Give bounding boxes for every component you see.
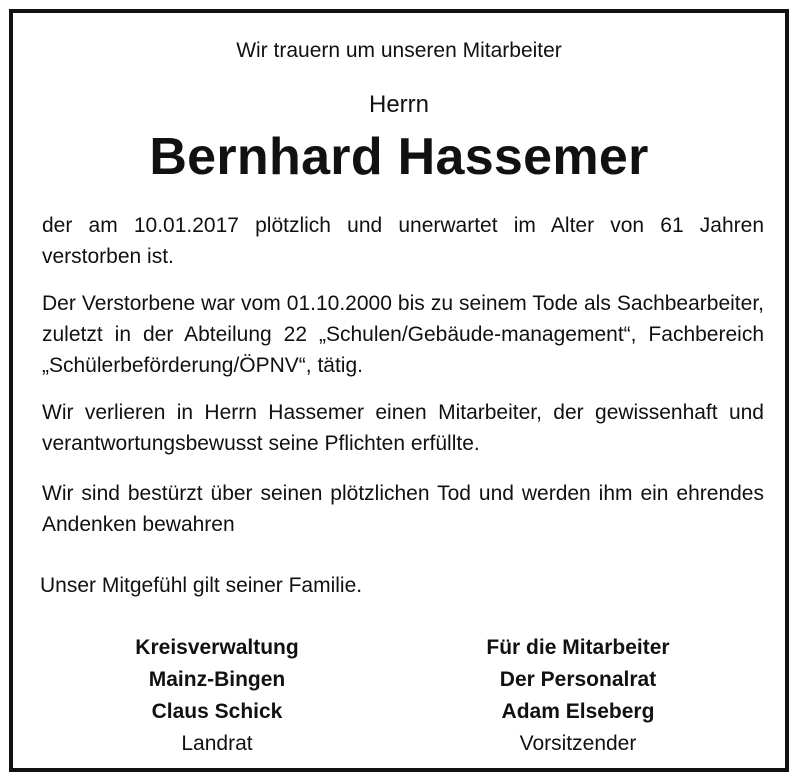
- paragraph-death-info: der am 10.01.2017 plötzlich und unerwartet im Alter von 61 Jahren verstorben ist.: [42, 214, 764, 268]
- signature-person: Adam Elseberg: [501, 700, 655, 723]
- signature-org: Für die Mitarbeiter: [486, 636, 670, 659]
- signature-org: Kreisverwaltung: [135, 636, 299, 659]
- paragraph-tribute: Wir verlieren in Herrn Hassemer einen Mitarbeiter, der gewissenhaft und verantwortungsbewusst seine Pflichten erfüllte.: [42, 401, 764, 455]
- signature-person: Claus Schick: [151, 700, 283, 723]
- signature-staff-council: [428, 632, 728, 760]
- signature-role: Landrat: [181, 732, 253, 755]
- salutation: Herrn: [368, 91, 429, 118]
- signature-administration: [67, 632, 367, 760]
- intro-line: Wir trauern um unseren Mitarbeiter: [236, 39, 562, 62]
- paragraph-remembrance: Wir sind bestürzt über seinen plötzlichen Tod und werden ihm ein ehrendes Andenken bewahren: [42, 482, 764, 536]
- paragraph-employment: Der Verstorbene war vom 01.10.2000 bis zu seinem Tode als Sachbearbeiter, zuletzt in der Abteilung 22 „Schulen/Gebäude-management“, Fachbereich „Schülerbeförderung/ÖPNV“, tätig.: [42, 292, 764, 377]
- signature-district: Mainz-Bingen: [148, 668, 286, 691]
- condolence-line: Unser Mitgefühl gilt seiner Familie.: [40, 574, 363, 597]
- signature-council: Der Personalrat: [499, 668, 657, 691]
- deceased-name: Bernhard Hassemer: [149, 128, 649, 186]
- obituary-notice: [9, 9, 789, 772]
- signature-role: Vorsitzender: [519, 732, 637, 755]
